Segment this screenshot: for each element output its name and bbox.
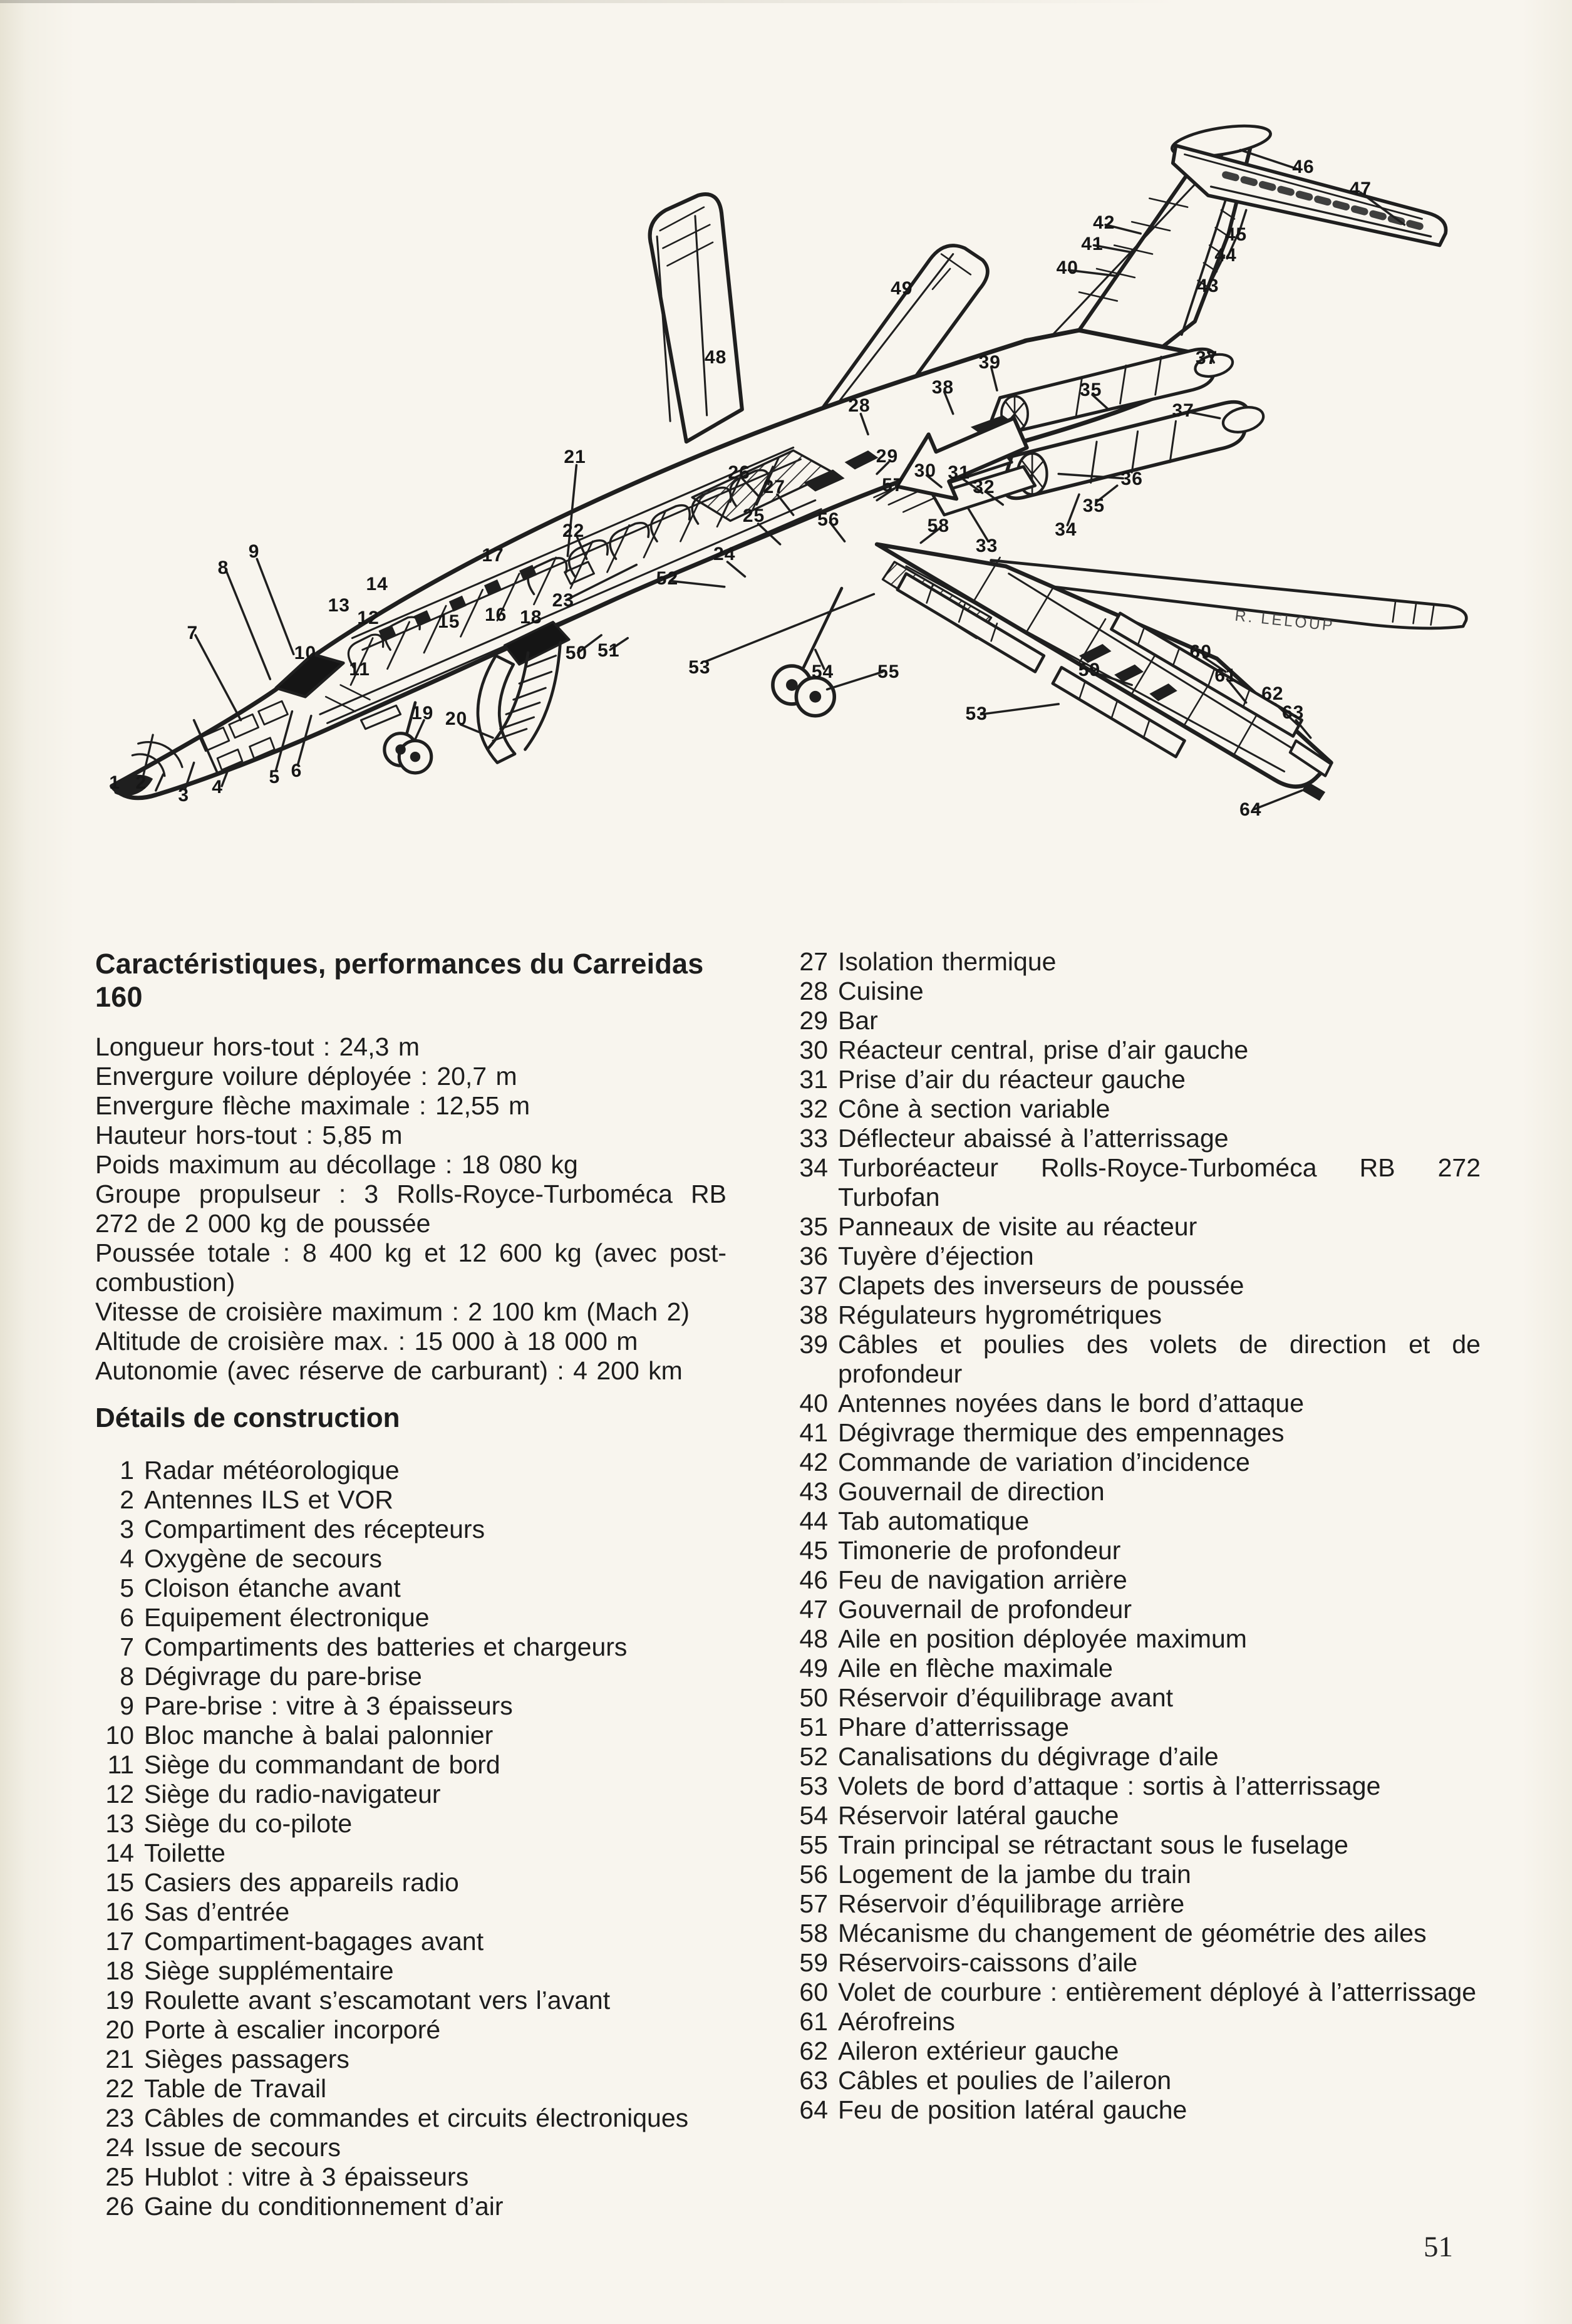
item-text: Panneaux de visite au réacteur xyxy=(838,1212,1197,1241)
callout-8: 8 xyxy=(217,558,229,579)
callout-34: 34 xyxy=(1055,519,1077,541)
callout-16: 16 xyxy=(484,604,507,626)
callout-19: 19 xyxy=(411,702,434,724)
item-text: Commande de variation d’incidence xyxy=(838,1448,1250,1476)
item-text: Prise d’air du réacteur gauche xyxy=(838,1065,1186,1094)
item-text: Câbles de commandes et circuits électroniques xyxy=(144,2104,689,2132)
wing-extended xyxy=(650,194,742,442)
callout-38: 38 xyxy=(931,376,954,398)
callout-12: 12 xyxy=(357,608,380,629)
item-number: 46 xyxy=(799,1565,828,1594)
spec-line: Vitesse de croisière maximum : 2 100 km (Mach 2) xyxy=(95,1297,690,1326)
callout-15: 15 xyxy=(438,611,460,632)
callout-2: 2 xyxy=(135,772,147,794)
parts-list-item xyxy=(95,1750,727,1780)
item-text: Mécanisme du changement de géométrie des ailes xyxy=(838,1919,1427,1948)
callout-47: 47 xyxy=(1349,178,1372,199)
item-text: Bar xyxy=(838,1006,878,1035)
parts-list-item xyxy=(95,1515,727,1544)
parts-list-item xyxy=(95,1956,727,1986)
aircraft-cutaway-svg xyxy=(53,58,1519,868)
item-number: 42 xyxy=(799,1448,828,1476)
callout-31: 31 xyxy=(948,462,970,483)
spec-line: Altitude de croisière max. : 15 000 à 18 000 m xyxy=(95,1327,638,1356)
item-text: Compartiments des batteries et chargeurs xyxy=(144,1632,628,1661)
parts-list-item xyxy=(789,1889,1481,1919)
item-number: 29 xyxy=(799,1006,828,1035)
callout-35: 35 xyxy=(1080,379,1102,400)
item-text: Réacteur central, prise d’air gauche xyxy=(838,1035,1249,1064)
parts-list-item xyxy=(789,1330,1481,1389)
item-number: 10 xyxy=(105,1721,134,1750)
item-text: Siège du co-pilote xyxy=(144,1809,353,1838)
item-number: 8 xyxy=(120,1662,134,1691)
callout-42: 42 xyxy=(1093,212,1115,233)
item-number: 44 xyxy=(799,1507,828,1535)
item-number: 2 xyxy=(120,1485,134,1514)
item-text: Pare-brise : vitre à 3 épaisseurs xyxy=(144,1691,513,1720)
parts-list-item xyxy=(95,1485,727,1515)
callout-52: 52 xyxy=(656,568,679,589)
callout-1: 1 xyxy=(109,772,121,794)
item-number: 19 xyxy=(105,1986,134,2015)
callout-29: 29 xyxy=(876,445,899,467)
item-text: Logement de la jambe du train xyxy=(838,1860,1191,1889)
callout-57: 57 xyxy=(882,475,904,496)
item-text: Réservoir d’équilibrage arrière xyxy=(838,1889,1185,1918)
item-text: Siège du radio-navigateur xyxy=(144,1780,441,1808)
item-text: Aile en position déployée maximum xyxy=(838,1624,1247,1653)
item-text: Compartiment des récepteurs xyxy=(144,1515,485,1543)
item-text: Radar météorologique xyxy=(144,1456,400,1485)
callout-14: 14 xyxy=(366,574,388,595)
parts-list-item xyxy=(789,1860,1481,1889)
parts-list-item xyxy=(789,2036,1481,2066)
item-number: 20 xyxy=(105,2015,134,2044)
parts-list-item xyxy=(789,1683,1481,1713)
parts-list-item xyxy=(95,2162,727,2192)
item-number: 37 xyxy=(799,1271,828,1300)
callout-44: 44 xyxy=(1214,244,1237,266)
parts-list-item xyxy=(95,1927,727,1956)
parts-list-item xyxy=(95,1544,727,1574)
callout-22: 22 xyxy=(562,520,585,541)
artist-signature: R. LELOUP xyxy=(1234,607,1336,635)
item-text: Gouvernail de direction xyxy=(838,1477,1105,1506)
parts-list-1-26 xyxy=(95,1456,727,2221)
item-number: 33 xyxy=(799,1124,828,1153)
item-number: 4 xyxy=(120,1544,134,1573)
item-text: Dégivrage du pare-brise xyxy=(144,1662,422,1691)
item-text: Porte à escalier incorporé xyxy=(144,2015,441,2044)
aircraft-cutaway-illustration xyxy=(53,58,1519,868)
callout-26: 26 xyxy=(728,462,750,483)
item-number: 61 xyxy=(799,2007,828,2036)
parts-list-item xyxy=(95,1986,727,2015)
callout-37: 37 xyxy=(1195,348,1218,369)
item-text: Aérofreins xyxy=(838,2007,955,2036)
parts-list-item xyxy=(95,1574,727,1603)
parts-list-item xyxy=(95,1721,727,1750)
item-number: 27 xyxy=(799,947,828,976)
callout-60: 60 xyxy=(1189,641,1212,662)
item-number: 3 xyxy=(120,1515,134,1543)
item-number: 36 xyxy=(799,1242,828,1270)
spec-line: Groupe propulseur : 3 Rolls-Royce-Turboméca RB 272 de 2 000 kg de poussée xyxy=(95,1180,727,1238)
item-number: 38 xyxy=(799,1300,828,1329)
parts-list-item xyxy=(789,1772,1481,1801)
callout-9: 9 xyxy=(248,541,260,563)
parts-list-item xyxy=(789,1242,1481,1271)
item-number: 47 xyxy=(799,1595,828,1624)
parts-list-item xyxy=(95,1632,727,1662)
parts-list-item xyxy=(789,1830,1481,1860)
spec-line: Poids maximum au décollage : 18 080 kg xyxy=(95,1150,578,1179)
callout-18: 18 xyxy=(520,607,542,628)
item-number: 15 xyxy=(105,1868,134,1897)
item-text: Tuyère d’éjection xyxy=(838,1242,1034,1270)
callout-46: 46 xyxy=(1292,156,1315,177)
item-text: Phare d’atterrissage xyxy=(838,1713,1069,1741)
parts-list-27-64 xyxy=(789,947,1481,2125)
page-number: 51 xyxy=(1424,2231,1453,2263)
parts-list-item xyxy=(789,1389,1481,1418)
callout-56: 56 xyxy=(817,509,840,530)
callout-30: 30 xyxy=(914,460,936,481)
parts-list-item xyxy=(789,1536,1481,1565)
parts-list-item xyxy=(789,1713,1481,1742)
item-number: 9 xyxy=(120,1691,134,1720)
callout-45: 45 xyxy=(1224,224,1248,246)
item-text: Gouvernail de profondeur xyxy=(838,1595,1132,1624)
parts-list-item xyxy=(789,2007,1481,2036)
parts-list-item xyxy=(789,1595,1481,1624)
parts-list-item xyxy=(789,977,1481,1006)
callout-20: 20 xyxy=(445,708,468,729)
item-number: 51 xyxy=(799,1713,828,1741)
item-text: Réservoir d’équilibrage avant xyxy=(838,1683,1174,1712)
callout-37: 37 xyxy=(1172,400,1194,422)
callout-35: 35 xyxy=(1082,495,1105,516)
callout-11: 11 xyxy=(349,658,370,680)
item-number: 64 xyxy=(799,2095,828,2124)
item-text: Canalisations du dégivrage d’aile xyxy=(838,1742,1219,1771)
callout-6: 6 xyxy=(291,760,303,781)
callout-10: 10 xyxy=(294,643,317,664)
spec-line: Autonomie (avec réserve de carburant) : 4 200 km xyxy=(95,1356,683,1385)
callout-27: 27 xyxy=(763,476,785,497)
callout-43: 43 xyxy=(1197,275,1219,296)
item-text: Volet de courbure : entièrement déployé à l’atterrissage xyxy=(838,1978,1477,2006)
parts-list-item xyxy=(95,1809,727,1839)
callout-33: 33 xyxy=(975,536,998,557)
item-number: 43 xyxy=(799,1477,828,1506)
parts-list-item xyxy=(789,1035,1481,1065)
item-number: 40 xyxy=(799,1389,828,1418)
parts-list-item xyxy=(789,1124,1481,1153)
parts-list-item xyxy=(95,1868,727,1897)
item-number: 63 xyxy=(799,2066,828,2095)
parts-list-item xyxy=(95,1456,727,1485)
parts-list-item xyxy=(95,2104,727,2133)
parts-list-item xyxy=(789,947,1481,977)
item-number: 41 xyxy=(799,1418,828,1447)
parts-list-item xyxy=(95,2074,727,2104)
item-text: Siège supplémentaire xyxy=(144,1956,394,1985)
callout-28: 28 xyxy=(848,395,871,417)
callout-53: 53 xyxy=(965,703,988,725)
item-number: 13 xyxy=(105,1809,134,1838)
item-number: 31 xyxy=(799,1065,828,1094)
callout-25: 25 xyxy=(742,506,765,527)
parts-list-item xyxy=(789,2095,1481,2125)
callout-39: 39 xyxy=(978,351,1001,373)
item-text: Hublot : vitre à 3 épaisseurs xyxy=(144,2162,469,2191)
callout-36: 36 xyxy=(1120,468,1143,489)
item-number: 56 xyxy=(799,1860,828,1889)
item-text: Sas d’entrée xyxy=(144,1897,290,1926)
parts-list-item xyxy=(789,2066,1481,2095)
parts-list-item xyxy=(789,1654,1481,1683)
parts-list-item xyxy=(95,1603,727,1632)
item-number: 11 xyxy=(107,1750,134,1779)
callout-21: 21 xyxy=(564,446,586,467)
parts-list-item xyxy=(95,2015,727,2045)
parts-list-item xyxy=(789,1978,1481,2007)
specs-block xyxy=(95,1032,727,1386)
main-gear xyxy=(773,588,842,716)
item-text: Antennes ILS et VOR xyxy=(144,1485,394,1514)
parts-list-item xyxy=(789,1065,1481,1094)
item-number: 28 xyxy=(799,977,828,1005)
item-number: 30 xyxy=(799,1035,828,1064)
parts-list-item xyxy=(789,1919,1481,1948)
callout-3: 3 xyxy=(178,784,190,806)
callout-4: 4 xyxy=(212,776,223,797)
spec-line: Envergure flèche maximale : 12,55 m xyxy=(95,1091,530,1120)
parts-list-item xyxy=(789,1300,1481,1330)
spec-line: Envergure voilure déployée : 20,7 m xyxy=(95,1062,517,1091)
item-text: Câbles et poulies de l’aileron xyxy=(838,2066,1172,2095)
spec-line: Poussée totale : 8 400 kg et 12 600 kg (avec post-combustion) xyxy=(95,1238,727,1297)
item-text: Régulateurs hygrométriques xyxy=(838,1300,1162,1329)
item-number: 53 xyxy=(799,1772,828,1800)
item-number: 21 xyxy=(105,2045,134,2073)
item-text: Tab automatique xyxy=(838,1507,1030,1535)
item-number: 24 xyxy=(105,2133,134,2162)
callout-17: 17 xyxy=(482,544,504,566)
item-text: Cloison étanche avant xyxy=(144,1574,401,1602)
item-text: Volets de bord d’attaque : sortis à l’atterrissage xyxy=(838,1772,1381,1800)
parts-list-item xyxy=(95,1780,727,1809)
item-number: 1 xyxy=(120,1456,134,1485)
item-text: Dégivrage thermique des empennages xyxy=(838,1418,1285,1447)
callout-62: 62 xyxy=(1261,683,1284,704)
callout-5: 5 xyxy=(269,767,281,788)
item-text: Equipement électronique xyxy=(144,1603,430,1632)
item-text: Table de Travail xyxy=(144,2074,327,2103)
item-text: Isolation thermique xyxy=(838,947,1057,976)
parts-list-item xyxy=(789,1153,1481,1212)
callout-59: 59 xyxy=(1078,660,1101,681)
parts-list-item xyxy=(95,2192,727,2221)
item-text: Déflecteur abaissé à l’atterrissage xyxy=(838,1124,1229,1153)
item-text: Turboréacteur Rolls-Royce-Turboméca RB 272 Turbofan xyxy=(838,1153,1481,1211)
item-number: 54 xyxy=(799,1801,828,1830)
item-text: Siège du commandant de bord xyxy=(144,1750,500,1779)
item-number: 14 xyxy=(105,1839,134,1867)
item-text: Aile en flèche maximale xyxy=(838,1654,1113,1683)
item-number: 25 xyxy=(105,2162,134,2191)
item-text: Timonerie de profondeur xyxy=(838,1536,1121,1565)
item-number: 17 xyxy=(105,1927,134,1956)
item-text: Issue de secours xyxy=(144,2133,341,2162)
item-number: 12 xyxy=(105,1780,134,1808)
parts-list-item xyxy=(95,2133,727,2162)
parts-list-item xyxy=(95,2045,727,2074)
callout-49: 49 xyxy=(891,278,913,299)
item-text: Train principal se rétractant sous le fuselage xyxy=(838,1830,1348,1859)
parts-list-item xyxy=(789,1742,1481,1772)
item-number: 57 xyxy=(799,1889,828,1918)
item-text: Feu de navigation arrière xyxy=(838,1565,1127,1594)
parts-list-item xyxy=(95,1691,727,1721)
spec-line: Hauteur hors-tout : 5,85 m xyxy=(95,1121,403,1149)
item-number: 35 xyxy=(799,1212,828,1241)
callout-32: 32 xyxy=(973,476,995,497)
item-number: 49 xyxy=(799,1654,828,1683)
item-text: Réservoir latéral gauche xyxy=(838,1801,1119,1830)
item-number: 39 xyxy=(799,1330,828,1359)
item-text: Bloc manche à balai palonnier xyxy=(144,1721,494,1750)
callout-58: 58 xyxy=(927,515,950,536)
item-text: Câbles et poulies des volets de direction et de profondeur xyxy=(838,1330,1481,1388)
parts-list-item xyxy=(789,1565,1481,1595)
parts-list-item xyxy=(789,1006,1481,1035)
item-text: Réservoirs-caissons d’aile xyxy=(838,1948,1138,1977)
item-text: Roulette avant s’escamotant vers l’avant xyxy=(144,1986,611,2015)
callout-23: 23 xyxy=(552,589,574,611)
item-number: 55 xyxy=(799,1830,828,1859)
parts-list-item xyxy=(95,1662,727,1691)
callout-54: 54 xyxy=(811,661,834,682)
right-column xyxy=(789,947,1481,2221)
item-text: Toilette xyxy=(144,1839,225,1867)
parts-list-item xyxy=(789,1094,1481,1124)
callout-64: 64 xyxy=(1239,799,1262,820)
callout-13: 13 xyxy=(328,594,350,616)
right-wing-landing-config xyxy=(877,544,1331,801)
item-number: 7 xyxy=(120,1632,134,1661)
parts-list-item xyxy=(789,1271,1481,1300)
parts-list-item xyxy=(789,1507,1481,1536)
item-number: 59 xyxy=(799,1948,828,1977)
spec-line: Longueur hors-tout : 24,3 m xyxy=(95,1032,420,1061)
item-number: 60 xyxy=(799,1978,828,2006)
parts-list-item xyxy=(789,1477,1481,1507)
item-number: 58 xyxy=(799,1919,828,1948)
parts-list-item xyxy=(789,1448,1481,1477)
parts-list-item xyxy=(789,1948,1481,1978)
callout-40: 40 xyxy=(1056,257,1078,279)
item-text: Compartiment-bagages avant xyxy=(144,1927,484,1956)
item-number: 62 xyxy=(799,2036,828,2065)
item-number: 48 xyxy=(799,1624,828,1653)
callout-55: 55 xyxy=(877,661,900,682)
left-column xyxy=(95,947,727,2221)
callout-50: 50 xyxy=(565,643,588,664)
parts-list-item xyxy=(789,1418,1481,1448)
item-text: Feu de position latéral gauche xyxy=(838,2095,1187,2124)
callout-41: 41 xyxy=(1081,233,1104,254)
item-text: Oxygène de secours xyxy=(144,1544,383,1573)
item-number: 26 xyxy=(105,2192,134,2221)
item-text: Antennes noyées dans le bord d’attaque xyxy=(838,1389,1304,1418)
callout-63: 63 xyxy=(1281,702,1305,723)
item-number: 5 xyxy=(120,1574,134,1602)
item-number: 22 xyxy=(105,2074,134,2103)
item-number: 23 xyxy=(105,2104,134,2132)
item-number: 6 xyxy=(120,1603,134,1632)
item-text: Gaine du conditionnement d’air xyxy=(144,2192,504,2221)
item-text: Aileron extérieur gauche xyxy=(838,2036,1119,2065)
parts-list-item xyxy=(789,1801,1481,1830)
item-number: 50 xyxy=(799,1683,828,1712)
item-number: 32 xyxy=(799,1094,828,1123)
item-text: Casiers des appareils radio xyxy=(144,1868,459,1897)
item-text: Sièges passagers xyxy=(144,2045,349,2073)
item-number: 34 xyxy=(799,1153,828,1182)
parts-list-item xyxy=(95,1839,727,1868)
legend-columns xyxy=(95,947,1481,2221)
callout-53: 53 xyxy=(688,657,711,678)
item-text: Cône à section variable xyxy=(838,1094,1110,1123)
item-number: 16 xyxy=(105,1897,134,1926)
callout-24: 24 xyxy=(713,544,736,565)
parts-list-item xyxy=(789,1212,1481,1242)
item-text: Clapets des inverseurs de poussée xyxy=(838,1271,1244,1300)
item-number: 45 xyxy=(799,1536,828,1565)
item-number: 52 xyxy=(799,1742,828,1771)
parts-list-item xyxy=(789,1624,1481,1654)
callout-61: 61 xyxy=(1214,665,1237,687)
callout-7: 7 xyxy=(187,622,199,643)
parts-list-item xyxy=(95,1897,727,1927)
item-number: 18 xyxy=(105,1956,134,1985)
section-title: Caractéristiques, performances du Carreidas 160 xyxy=(95,948,704,1013)
callout-51: 51 xyxy=(597,640,620,661)
subsection-title: Détails de construction xyxy=(95,1403,400,1433)
callout-48: 48 xyxy=(704,346,727,368)
item-text: Cuisine xyxy=(838,977,924,1005)
